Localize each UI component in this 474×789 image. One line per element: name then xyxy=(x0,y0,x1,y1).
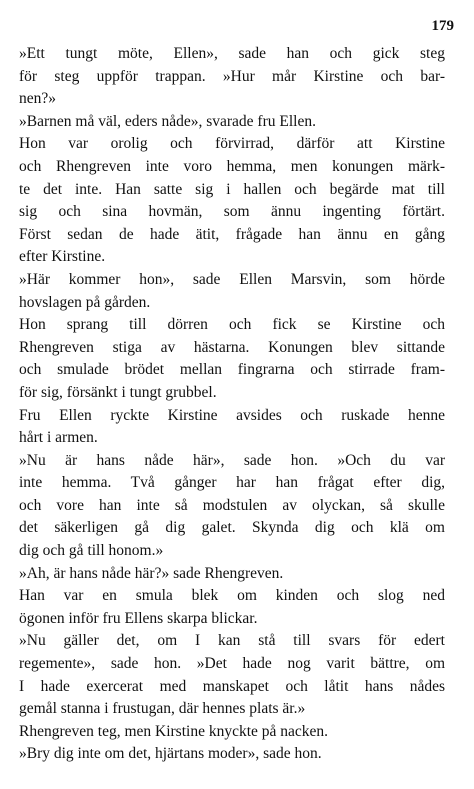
text-line: efter Kirstine. xyxy=(19,248,106,266)
text-line: regemente», sade hon. »Det hade nog varit bättre, om xyxy=(19,655,445,673)
text-line: Hon var orolig och förvirrad, därför att Kirstine xyxy=(19,135,445,153)
text-line: inte hemma. Två gånger har han frågat efter dig, xyxy=(19,474,445,492)
text-line: och vore han inte så modstulen av olyckan, så skulle xyxy=(19,496,445,514)
text-line: Rhengreven teg, men Kirstine knyckte på nacken. xyxy=(19,722,329,740)
text-line: Rhengreven stiga av hästarna. Konungen blev sittande xyxy=(19,338,445,356)
page-number: 179 xyxy=(431,18,454,34)
text-line: ögonen inför fru Ellens skarpa blickar. xyxy=(19,609,258,627)
text-line: »Här kommer hon», sade Ellen Marsvin, som hörde xyxy=(19,270,445,288)
text-line: »Nu gäller det, om I kan stå till svars för edert xyxy=(19,632,445,650)
text-line: »Nu är hans nåde här», sade hon. »Och du var xyxy=(19,451,445,469)
text-line: gemål stanna i frustugan, där hennes plats är.» xyxy=(19,700,306,718)
body-text xyxy=(19,43,445,766)
text-line: och smulade brödet mellan fingrarna och stirrade fram- xyxy=(19,361,445,379)
text-line: Hon sprang till dörren och fick se Kirstine och xyxy=(19,316,445,334)
text-line: I hade exercerat med manskapet och låtit hans nådes xyxy=(19,677,445,695)
text-line: nen?» xyxy=(19,90,57,108)
text-line: sig och sina hovmän, som ännu ingenting förtärt. xyxy=(19,203,445,221)
text-line: »Bry dig inte om det, hjärtans moder», sade hon. xyxy=(19,745,322,763)
text-line: dig och gå till honom.» xyxy=(19,542,164,560)
text-line: hårt i armen. xyxy=(19,429,98,447)
text-line: för steg uppför trappan. »Hur mår Kirstine och bar- xyxy=(19,67,445,85)
text-line: »Barnen må väl, eders nåde», svarade fru Ellen. xyxy=(19,112,316,130)
text-line: och Rhengreven inte voro hemma, men konungen märk- xyxy=(19,157,445,175)
text-line: te det inte. Han satte sig i hallen och begärde mat till xyxy=(19,180,445,198)
text-line: det säkerligen gå dig galet. Skynda dig och klä om xyxy=(19,519,445,537)
text-line: Han var en smula blek om kinden och slog ned xyxy=(19,587,445,605)
text-line: Fru Ellen ryckte Kirstine avsides och ruskade henne xyxy=(19,406,445,424)
text-line: »Ah, är hans nåde här?» sade Rhengreven. xyxy=(19,564,284,582)
text-line: hovslagen på gården. xyxy=(19,293,151,311)
text-line: »Ett tungt möte, Ellen», sade han och gick steg xyxy=(19,45,445,62)
text-line: för sig, försänkt i tungt grubbel. xyxy=(19,383,217,401)
text-line: Först sedan de hade ätit, frågade han ännu en gång xyxy=(19,225,445,243)
